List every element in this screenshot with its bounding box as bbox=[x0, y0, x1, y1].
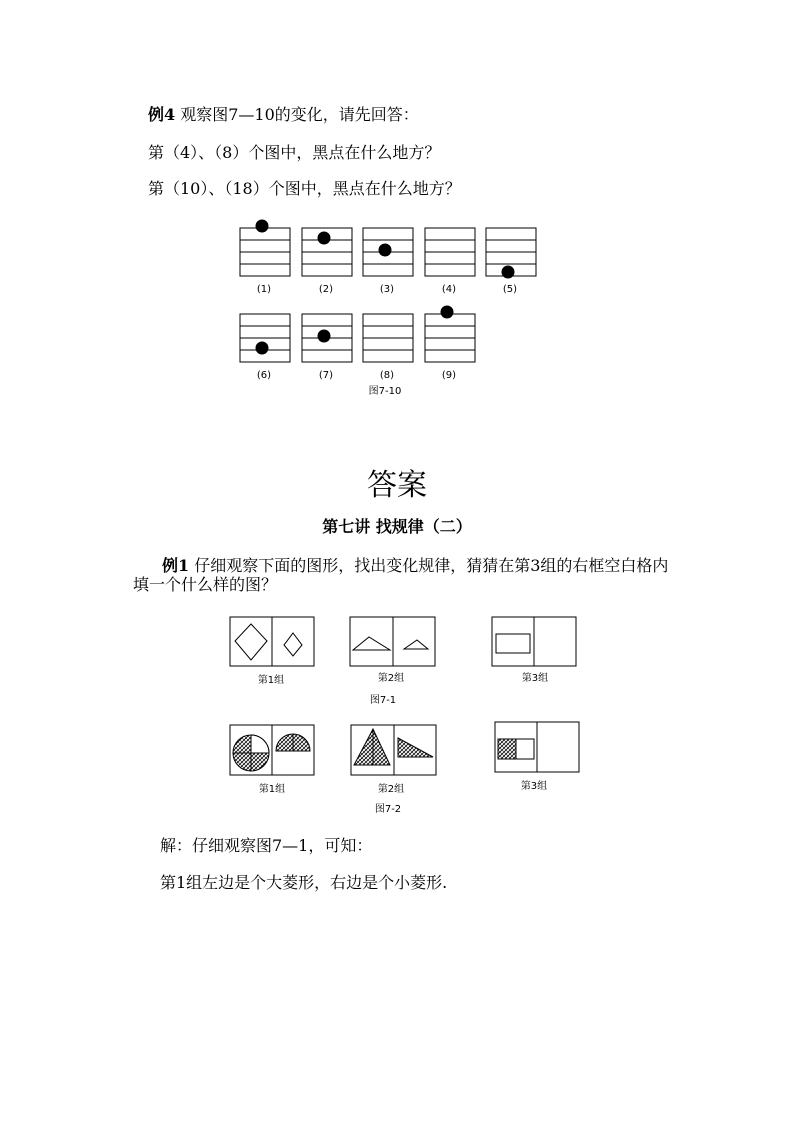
example4-prefix: 例4 bbox=[148, 105, 176, 124]
example4-question-1: 第（4）、（8）个图中，黑点在什么地方？ bbox=[148, 143, 441, 162]
fig71-group1-boxes bbox=[230, 617, 314, 666]
fig72-group1-label: 第1组 bbox=[258, 784, 286, 795]
fig71-group1-label: 第1组 bbox=[257, 675, 285, 686]
fig710-item-label: (7) bbox=[318, 370, 334, 381]
answer-title: 答案 bbox=[367, 468, 427, 503]
figure-7-1-caption: 图7-1 bbox=[369, 695, 397, 706]
fig710-item-label: (8) bbox=[379, 370, 395, 381]
example4-intro: 观察图7—10的变化，请先回答： bbox=[180, 105, 419, 124]
small-triangle-shape bbox=[404, 640, 428, 649]
small-diamond-shape bbox=[284, 633, 302, 656]
solution-line-1: 解：仔细观察图7—1，可知： bbox=[160, 836, 373, 855]
solution-line-2: 第1组左边是个大菱形，右边是个小菱形. bbox=[160, 873, 448, 892]
fig710-item-label: (2) bbox=[318, 284, 334, 295]
fig71-group2-label: 第2组 bbox=[377, 673, 405, 684]
example1-prefix: 例1 bbox=[162, 556, 190, 575]
large-diamond-shape bbox=[235, 624, 267, 660]
half-circle-shape bbox=[276, 734, 310, 751]
lecture-title: 第七讲 找规律（二） bbox=[322, 517, 472, 536]
fig710-item-label: (5) bbox=[502, 284, 518, 295]
tall-triangle-shape bbox=[354, 729, 390, 765]
example4-question-2: 第（10）、（18）个图中，黑点在什么地方？ bbox=[148, 179, 461, 198]
fig710-item-label: (3) bbox=[379, 284, 395, 295]
fig710-item-label: (9) bbox=[441, 370, 457, 381]
fig72-group3-label: 第3组 bbox=[520, 781, 548, 792]
figure-7-2-caption: 图7-2 bbox=[374, 804, 402, 815]
fig710-item-label: (1) bbox=[256, 284, 272, 295]
example1-text: 仔细观察下面的图形，找出变化规律，猜猜在第3组的右框空白格内 bbox=[194, 556, 669, 575]
fig710-item-label: (6) bbox=[256, 370, 272, 381]
rectangle-shape bbox=[496, 634, 530, 653]
quartered-circle-shape bbox=[233, 735, 269, 771]
figure-7-10-caption: 图7-10 bbox=[368, 386, 402, 397]
large-triangle-shape bbox=[353, 637, 390, 650]
fig71-group3-boxes bbox=[492, 617, 576, 666]
fig710-item-label: (4) bbox=[441, 284, 457, 295]
example1-line-2: 填一个什么样的图？ bbox=[133, 575, 278, 594]
half-triangle-shape bbox=[398, 738, 433, 757]
half-shaded-rectangle-shape bbox=[498, 739, 534, 759]
fig72-group2-label: 第2组 bbox=[377, 784, 405, 795]
fig71-group3-label: 第3组 bbox=[521, 673, 549, 684]
